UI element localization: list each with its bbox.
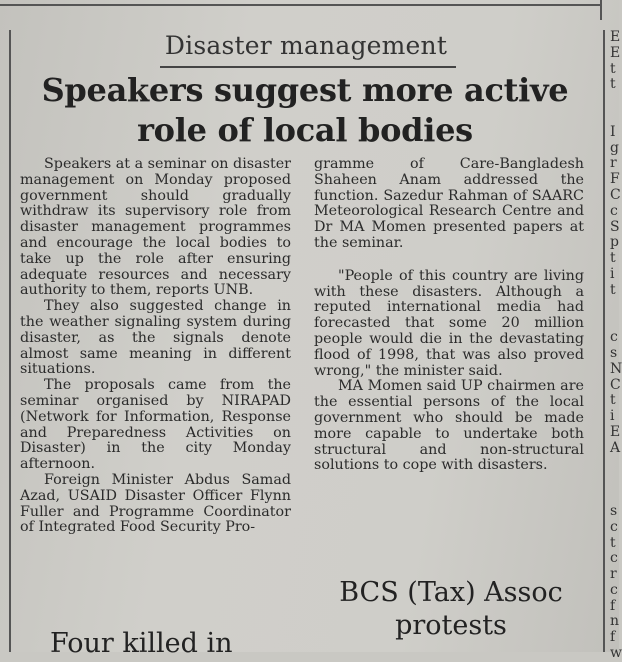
- right-column-rule: [603, 30, 605, 652]
- kicker-underline: [160, 66, 456, 68]
- next-story-right-line-1: BCS (Tax) Assoc: [339, 577, 563, 608]
- paragraph: gramme of Care-Bangladesh Shaheen Anam addressed the function. Sazedur Rahman of SAARC Meteorological Research Centre and Dr MA Momen presented papers at the seminar.: [314, 156, 584, 251]
- paragraph: MA Momen said UP chairmen are the essential persons of the local government who should be made more capable to undertake both structural and non-structural solutions to cope with disasters.: [314, 378, 584, 474]
- next-story-right-line-2: protests: [395, 610, 507, 641]
- headline: [20, 70, 590, 150]
- paragraph: They also suggested change in the weather signaling system during disaster, as the signals denote almost same meaning in different situations.: [20, 298, 291, 378]
- next-story-headline-right: [320, 576, 582, 642]
- paragraph: Foreign Minister Abdus Samad Azad, USAID Disaster Officer Flynn Fuller and Programme Coordinator of Integrated Food Security Pro-: [20, 471, 291, 536]
- article-column-1: [20, 157, 291, 536]
- left-column-rule: [9, 30, 11, 652]
- paragraph: Speakers at a seminar on disaster management on Monday proposed government should gradually withdraw its supervisory role from disaster management programmes and encourage the local bodies to take up the role after ensuring adequate resources and necessary authority to them, reports UNB.: [20, 156, 292, 299]
- section-kicker: Disaster management: [164, 31, 448, 60]
- headline-line-1: Speakers suggest more active: [41, 71, 569, 109]
- adjacent-column-edge: E E t t I g r F C c S p t i t c s N C t i E A s c t c r c f n f w: [610, 29, 622, 662]
- paragraph: "People of this country are living with these disasters. Although a reputed international media had forecasted that some 20 million people would die in the devastating flood of 1998, that was also proved wrong," the minister said.: [314, 267, 584, 379]
- article-column-2: [314, 157, 584, 474]
- top-rule: [0, 4, 600, 6]
- top-right-rule: [600, 0, 602, 20]
- paragraph: The proposals came from the seminar organised by NIRAPAD (Network for Information, Response and Preparedness Activities on Disaster) in the city Monday afternoon.: [20, 377, 291, 473]
- next-story-headline-left: Four killed in: [50, 628, 233, 659]
- headline-line-2: role of local bodies: [137, 111, 473, 149]
